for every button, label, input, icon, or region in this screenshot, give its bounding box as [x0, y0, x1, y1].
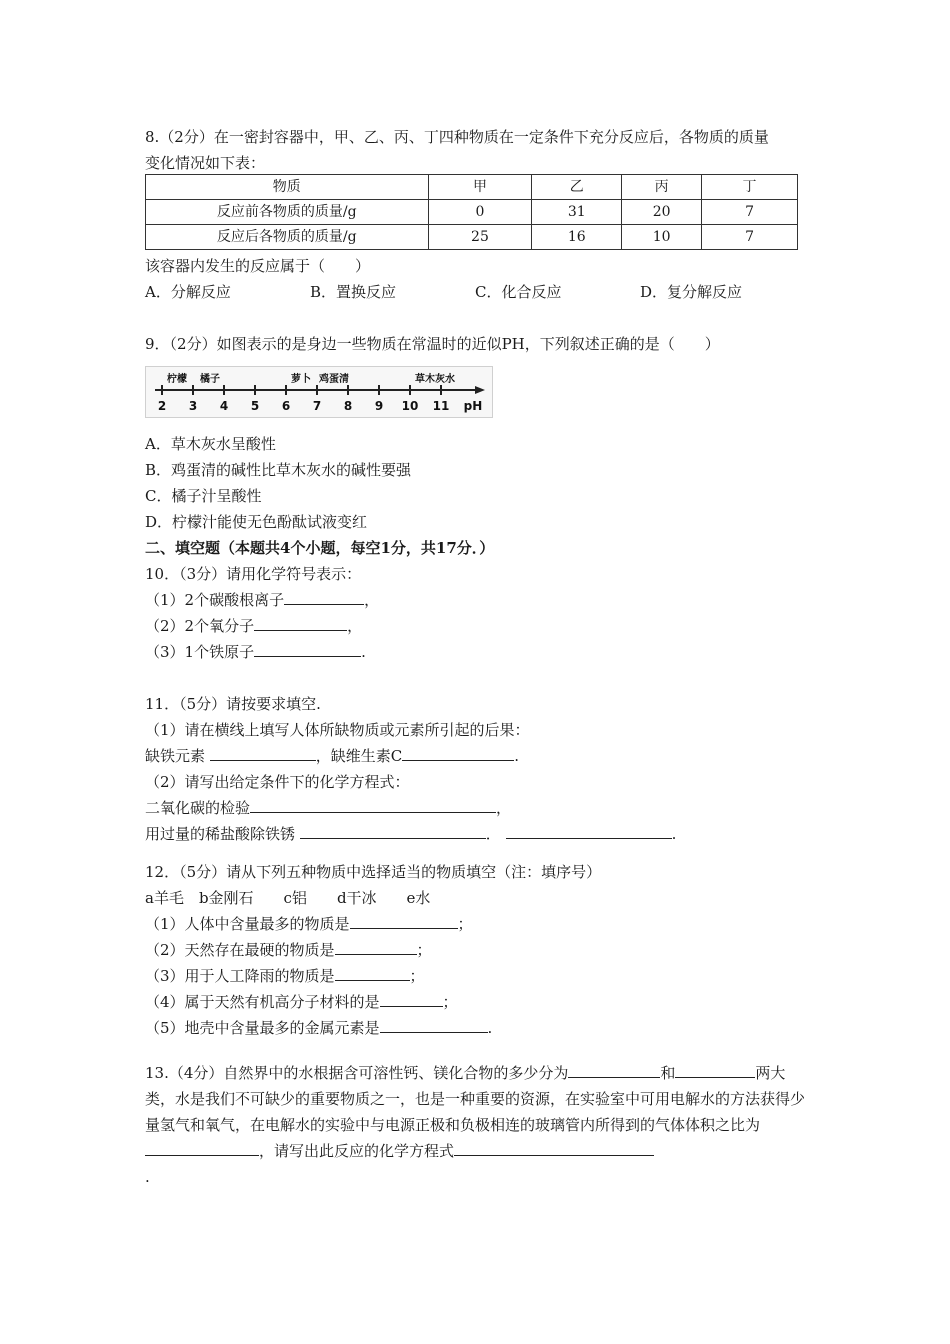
- q13-text: 和: [660, 1064, 676, 1082]
- q9-option-a: A．草木灰水呈酸性: [145, 435, 276, 453]
- label-egg-white: 鸡蛋清: [319, 374, 349, 385]
- punct: .: [361, 643, 366, 661]
- ph-unit-label: pH: [463, 399, 483, 413]
- q8-question: 该容器内发生的反应属于（ ）: [145, 257, 371, 275]
- q12-item-2: [145, 940, 432, 960]
- q10-item-text: （2）2个氧分子: [145, 617, 255, 635]
- table-cell: 反应前各物质的质量/g: [146, 200, 429, 225]
- q10-item-text: （3）1个铁原子: [145, 643, 255, 661]
- q10-item-1: [145, 590, 379, 610]
- ph-tick-label: 6: [281, 399, 291, 413]
- table-cell: 0: [428, 200, 532, 225]
- punct: ．: [485, 825, 501, 843]
- q12-item-1: [145, 914, 473, 934]
- mass-table: [145, 174, 798, 250]
- ph-tick-label: 9: [374, 399, 384, 413]
- ph-tick-label: 3: [188, 399, 198, 413]
- q11-line-rust: [145, 824, 676, 844]
- q12-item-text: （2）天然存在最硬的物质是: [145, 941, 335, 959]
- q11-line-deficiency: [145, 746, 519, 766]
- ph-tick-label: 8: [343, 399, 353, 413]
- q12-stem: 12．（5分）请从下列五种物质中选择适当的物质填空（注：填序号）: [145, 863, 602, 881]
- answer-blank[interactable]: [210, 746, 316, 761]
- ph-tick-label: 11: [432, 399, 450, 413]
- table-cell: 物质: [146, 175, 429, 200]
- table-cell: 31: [532, 200, 622, 225]
- label-lemon: 柠檬: [167, 374, 187, 385]
- punct: ，: [364, 591, 380, 609]
- q11-vitc-label: ，缺维生素C: [315, 747, 403, 765]
- punct: ，: [496, 799, 512, 817]
- answer-blank[interactable]: [454, 1141, 654, 1156]
- punct: ；: [457, 915, 473, 933]
- ph-tick-label: 2: [157, 399, 167, 413]
- q8-option-d: D．复分解反应: [640, 283, 743, 301]
- punct: .: [514, 747, 520, 765]
- q9-option-d: D．柠檬汁能使无色酚酞试液变红: [145, 513, 368, 531]
- q8-stem-line1: 8.（2分）在一密封容器中，甲、乙、丙、丁四种物质在一定条件下充分反应后，各物质的质量: [145, 128, 769, 146]
- q12-choices: a羊毛 b金刚石 c铝 d干冰 e水: [145, 889, 431, 907]
- q9-option-c: C．橘子汁呈酸性: [145, 487, 262, 505]
- q11-stem: 11．（5分）请按要求填空.: [145, 695, 321, 713]
- punct: ；: [416, 941, 432, 959]
- q12-item-text: （3）用于人工降雨的物质是: [145, 967, 335, 985]
- q12-item-text: （4）属于天然有机高分子材料的是: [145, 993, 380, 1011]
- ph-tick-label: 10: [401, 399, 419, 413]
- q11-co2-label: 二氧化碳的检验: [145, 799, 251, 817]
- q11-iron-label: 缺铁元素: [145, 747, 206, 765]
- table-cell: 20: [622, 200, 702, 225]
- answer-blank[interactable]: [300, 824, 486, 839]
- q12-item-5: [145, 1018, 492, 1038]
- answer-blank[interactable]: [380, 1018, 488, 1033]
- answer-blank[interactable]: [335, 966, 410, 981]
- answer-blank[interactable]: [402, 746, 514, 761]
- q10-item-3: [145, 642, 366, 662]
- table-cell: 甲: [428, 175, 532, 200]
- punct: .: [145, 1168, 150, 1186]
- q11-sub2: （2）请写出给定条件下的化学方程式：: [145, 773, 410, 791]
- answer-blank[interactable]: [284, 590, 364, 605]
- q11-sub1: （1）请在横线上填写人体所缺物质或元素所引起的后果：: [145, 721, 530, 739]
- ph-tick-label: 7: [312, 399, 322, 413]
- q13-paragraph: [145, 1060, 810, 1190]
- q13-text: 两大类，水是我们不可缺少的重要物质之一，也是一种重要的资源，在实验室中可用电解水的方法获得少量氢气和氧气，在电解水的实验中与电源正极和负极相连的玻璃管内所得到的气体体积之比为: [145, 1064, 806, 1134]
- ph-tick-label: 5: [250, 399, 260, 413]
- punct: .: [671, 825, 677, 843]
- q11-line-co2: [145, 798, 511, 818]
- q8-stem-line2: 变化情况如下表：: [145, 154, 266, 172]
- table-header-row: [146, 175, 798, 200]
- table-cell: 丙: [622, 175, 702, 200]
- answer-blank[interactable]: [675, 1063, 755, 1078]
- table-cell: 7: [702, 200, 798, 225]
- punct: .: [487, 1019, 493, 1037]
- answer-blank[interactable]: [568, 1063, 660, 1078]
- answer-blank[interactable]: [254, 642, 361, 657]
- section-heading: 二、填空题（本题共4个小题，每空1分，共17分．）: [145, 539, 495, 557]
- table-row: [146, 200, 798, 225]
- label-plant-ash-water: 草木灰水: [415, 374, 455, 385]
- q12-item-3: [145, 966, 425, 986]
- table-cell: 7: [702, 225, 798, 250]
- q10-item-2: [145, 616, 362, 636]
- q11-rust-label: 用过量的稀盐酸除铁锈: [145, 825, 296, 843]
- label-orange: 橘子: [200, 374, 220, 385]
- table-cell: 乙: [532, 175, 622, 200]
- table-cell: 16: [532, 225, 622, 250]
- label-radish: 萝卜: [291, 374, 311, 385]
- q8-option-a: A．分解反应: [145, 283, 231, 301]
- answer-blank[interactable]: [506, 824, 672, 839]
- q8-options: [145, 282, 805, 302]
- table-cell: 丁: [702, 175, 798, 200]
- answer-blank[interactable]: [380, 992, 443, 1007]
- ph-tick-label: 4: [219, 399, 229, 413]
- table-row: [146, 225, 798, 250]
- q9-option-b: B．鸡蛋清的碱性比草木灰水的碱性要强: [145, 461, 412, 479]
- answer-blank[interactable]: [250, 798, 496, 813]
- q8-option-c: C．化合反应: [475, 283, 562, 301]
- punct: ；: [409, 967, 425, 985]
- answer-blank[interactable]: [254, 616, 347, 631]
- q10-stem: 10．（3分）请用化学符号表示：: [145, 565, 362, 583]
- table-cell: 10: [622, 225, 702, 250]
- q12-item-text: （5）地壳中含量最多的金属元素是: [145, 1019, 380, 1037]
- q9-stem: 9．（2分）如图表示的是身边一些物质在常温时的近似PH，下列叙述正确的是（ ）: [145, 335, 720, 353]
- table-cell: 25: [428, 225, 532, 250]
- q13-text: ，请写出此反应的化学方程式: [259, 1142, 455, 1160]
- q10-item-text: （1）2个碳酸根离子: [145, 591, 285, 609]
- punct: ，: [347, 617, 363, 635]
- punct: ；: [442, 993, 458, 1011]
- table-cell: 反应后各物质的质量/g: [146, 225, 429, 250]
- q8-option-b: B．置换反应: [310, 283, 397, 301]
- q13-text: 13.（4分）自然界中的水根据含可溶性钙、镁化合物的多少分为: [145, 1064, 569, 1082]
- answer-blank[interactable]: [350, 914, 458, 929]
- ph-scale-figure: [145, 366, 493, 418]
- answer-blank[interactable]: [335, 940, 417, 955]
- q12-item-text: （1）人体中含量最多的物质是: [145, 915, 350, 933]
- answer-blank[interactable]: [145, 1141, 259, 1156]
- q12-item-4: [145, 992, 458, 1012]
